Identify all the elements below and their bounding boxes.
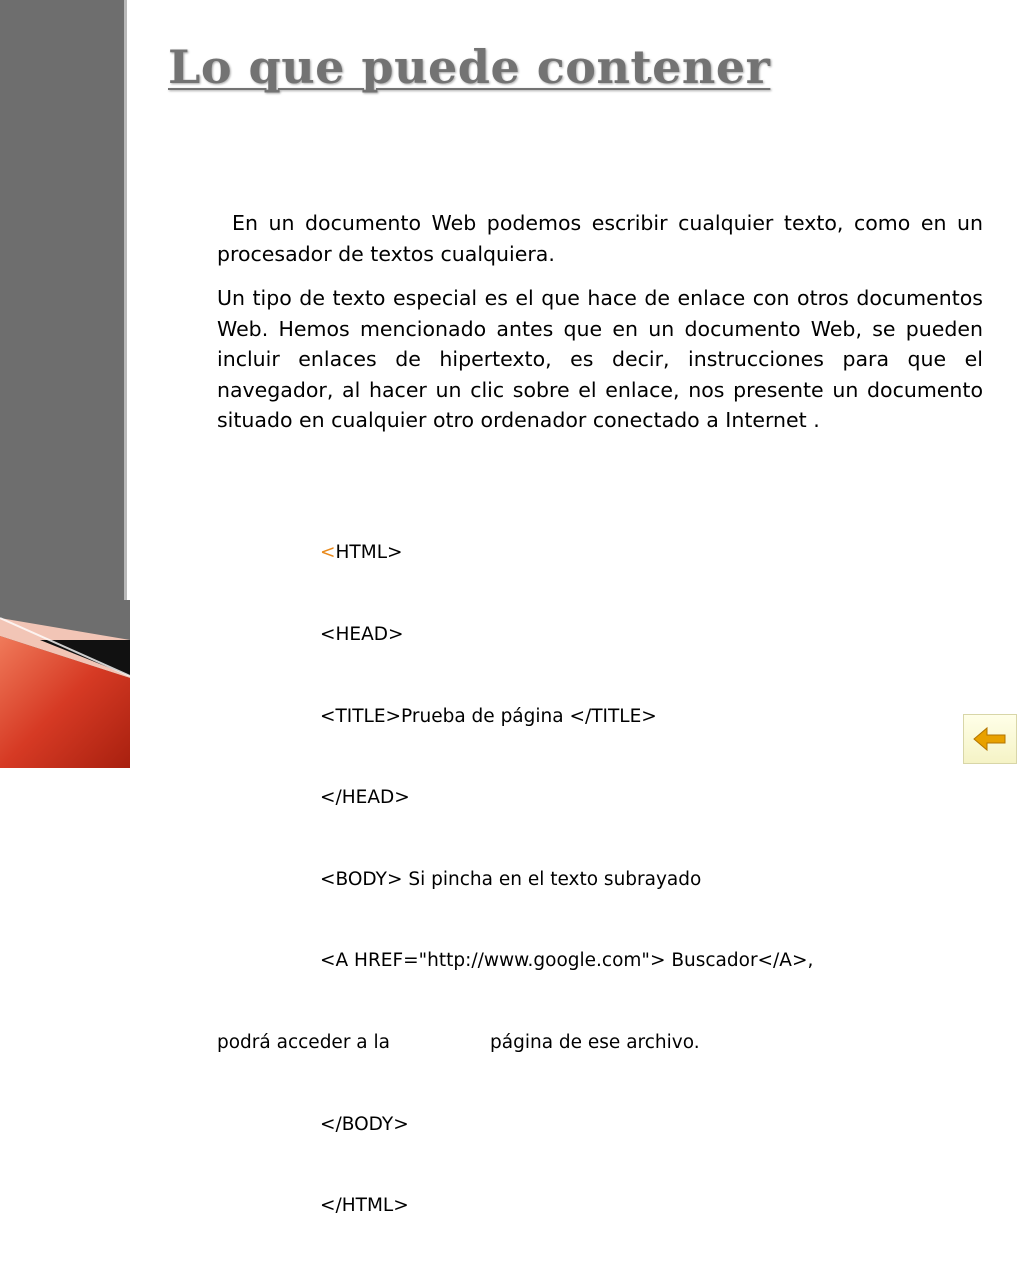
code-body-open: <BODY> Si pincha en el texto subrayado (320, 868, 702, 890)
red-ribbon-decoration (0, 600, 130, 768)
code-html-open-rest: HTML> (335, 542, 403, 564)
back-button[interactable] (963, 714, 1017, 764)
paragraph-intro: En un documento Web podemos escribir cualquier texto, como en un procesador de textos cualquiera. (217, 211, 983, 266)
code-continuation-left: podrá acceder a la (217, 1032, 390, 1054)
code-continuation-right: página de ese archivo. (490, 1032, 700, 1054)
code-head-open: <HEAD> (320, 624, 404, 646)
arrow-left-icon (972, 725, 1008, 753)
html-code-example (217, 485, 987, 1274)
code-lt-symbol: < (320, 542, 336, 564)
code-title-line: <TITLE>Prueba de página </TITLE> (320, 705, 657, 727)
code-anchor-line: <A HREF="http://www.google.com"> Buscador</A>, (320, 950, 814, 972)
paragraph-links: Un tipo de texto especial es el que hace de enlace con otros documentos Web. Hemos mencionado antes que en un documento Web, se pueden incluir enlaces de hipertexto, es decir, instrucciones para que el navegador, al hacer un clic sobre el enlace, nos presente un documento situado en cualquier otro ordenador conectado a Internet . (217, 286, 983, 432)
code-body-close: </BODY> (320, 1113, 409, 1135)
code-html-open (217, 539, 987, 566)
code-html-close: </HTML> (320, 1195, 409, 1217)
code-head-close: </HEAD> (320, 787, 410, 809)
slide-body (217, 208, 983, 436)
code-continuation (217, 1029, 987, 1056)
slide-title: Lo que puede contener (168, 40, 771, 94)
